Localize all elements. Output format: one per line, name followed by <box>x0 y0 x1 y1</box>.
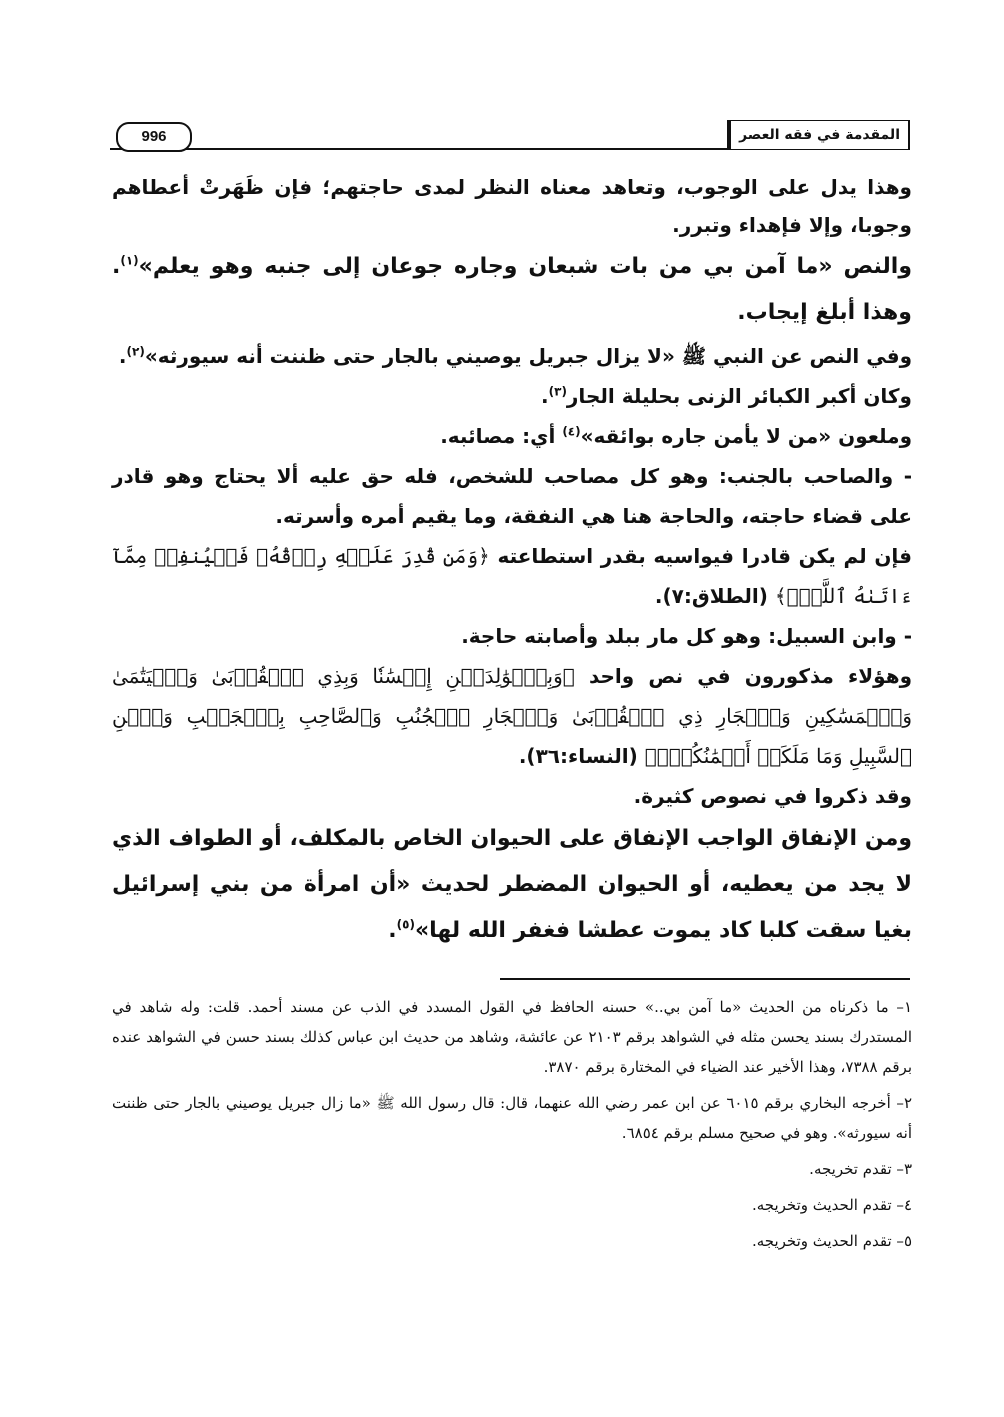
quran-verse: ﴿وَبِٱلۡوَٰلِدَيۡنِ إِحۡسَٰنٗا وَبِذِي ٱلۡقُرۡبَىٰ وَٱلۡيَتَٰمَىٰ وَٱلۡمَسَٰكِينِ وَٱلۡجَارِ ذِي ٱلۡقُرۡبَىٰ وَٱلۡجَارِ ٱلۡجُنُبِ وَٱلصَّاحِبِ بِٱلۡجَنۢبِ وَٱبۡنِ ٱلسَّبِيلِ وَمَا مَلَكَتۡ أَيۡمَٰنُكُمۡۗ﴾ <box>112 664 912 768</box>
paragraph-text: ومن الإنفاق الواجب الإنفاق على الحيوان الخاص بالمكلف، أو الطواف الذي لا يجد من يعطيه، أو الحيوان المضطر لحديث «أن امرأة من بني إسرائيل بغيا سقت كلبا كاد يموت عطشا فغفر الله لها» <box>112 826 912 943</box>
main-text <box>112 168 912 954</box>
verse-reference: (الطلاق:٧). <box>654 584 775 608</box>
paragraph-text: وكان أكبر الكبائر الزنى بحليلة الجار <box>566 384 912 408</box>
paragraph-text: . <box>388 918 397 943</box>
paragraph <box>112 656 912 776</box>
paragraph-text: وملعون «من لا يأمن جاره بوائقه» <box>580 424 912 448</box>
paragraph-text: وهؤلاء مذكورون في نص واحد <box>588 664 912 688</box>
paragraph <box>112 416 912 456</box>
footnote: ٥– تقدم الحديث وتخريجه. <box>751 1232 912 1250</box>
page-header <box>110 120 910 150</box>
footnote-ref: (٢) <box>126 344 145 359</box>
paragraph-text: أي: مصائبه. <box>440 424 563 448</box>
paragraph-text: والنص «ما آمن بي من بات شبعان وجاره جوعان إلى جنبه وهو يعلم» <box>138 254 912 279</box>
paragraph-text: . وهذا أبلغ إيجاب. <box>112 254 912 325</box>
page-number: 996 <box>116 122 192 152</box>
paragraph: وقد ذكروا في نصوص كثيرة. <box>633 784 912 808</box>
footnote-ref: (١) <box>120 253 139 268</box>
paragraph-text: وفي النص عن النبي ﷺ «لا يزال جبريل يوصيني بالجار حتى ظننت أنه سيورثه» <box>144 344 912 368</box>
paragraph-text: فإن لم يكن قادرا فيواسيه بقدر استطاعته <box>497 544 912 568</box>
paragraph <box>112 244 912 336</box>
footnote-ref: (٣) <box>548 384 567 399</box>
paragraph: - والصاحب بالجنب: وهو كل مصاحب للشخص، فله حق عليه ألا يحتاج وهو قادر على قضاء حاجته، والحاجة هنا هي النفقة، وما يقيم أمره وأسرته. <box>112 464 912 528</box>
footnote-ref: (٥) <box>396 917 415 932</box>
footnote-ref: (٤) <box>562 424 581 439</box>
paragraph: - وابن السبيل: وهو كل مار ببلد وأصابته حاجة. <box>461 624 912 648</box>
paragraph: وهذا يدل على الوجوب، وتعاهد معناه النظر لمدى حاجتهم؛ فإن ظَهَرتْ أعطاهم وجوبا، وإلا فإهداء وتبرر. <box>112 175 912 237</box>
book-title: المقدمة في فقه العصر <box>727 120 910 149</box>
verse-reference: (النساء:٣٦). <box>518 744 645 768</box>
paragraph <box>112 536 912 616</box>
footnote: ٤– تقدم الحديث وتخريجه. <box>751 1196 912 1214</box>
paragraph <box>112 816 912 954</box>
footnotes <box>112 992 912 1256</box>
quran-verse: ﴿وَمَن قُدِرَ عَلَيۡهِ رِزۡقُهُۥ فَلۡيُنفِقۡ مِمَّآ ءَاتَىٰهُ ٱللَّهُۚ﴾ <box>112 544 912 608</box>
footnote: ١– ما ذكرناه من الحديث «ما آمن بي..» حسنه الحافظ في القول المسدد في الذب عن مسند أحمد. قلت: وله شاهد في المستدرك بسند يحسن مثله في الشواهد برقم ٢١٠٣ عن عائشة، وشاهد من حديث ابن عباس كذلك بسند حسن في الشواهد عنده برقم ٧٣٨٨، وهذا الأخير عند الضياء في المختارة برقم ٣٨٧٠. <box>112 998 913 1076</box>
paragraph-text: . <box>118 344 127 368</box>
footnote: ٢– أخرجه البخاري برقم ٦٠١٥ عن ابن عمر رضي الله عنهما، قال: قال رسول الله ﷺ «ما زال جبريل يوصيني بالجار حتى ظننت أنه سيورثه». وهو في صحيح مسلم برقم ٦٨٥٤. <box>112 1094 912 1142</box>
paragraph <box>112 376 912 416</box>
paragraph-text: . <box>541 384 549 408</box>
paragraph <box>112 336 912 376</box>
footnote-separator <box>500 978 910 980</box>
footnote: ٣– تقدم تخريجه. <box>809 1160 912 1178</box>
